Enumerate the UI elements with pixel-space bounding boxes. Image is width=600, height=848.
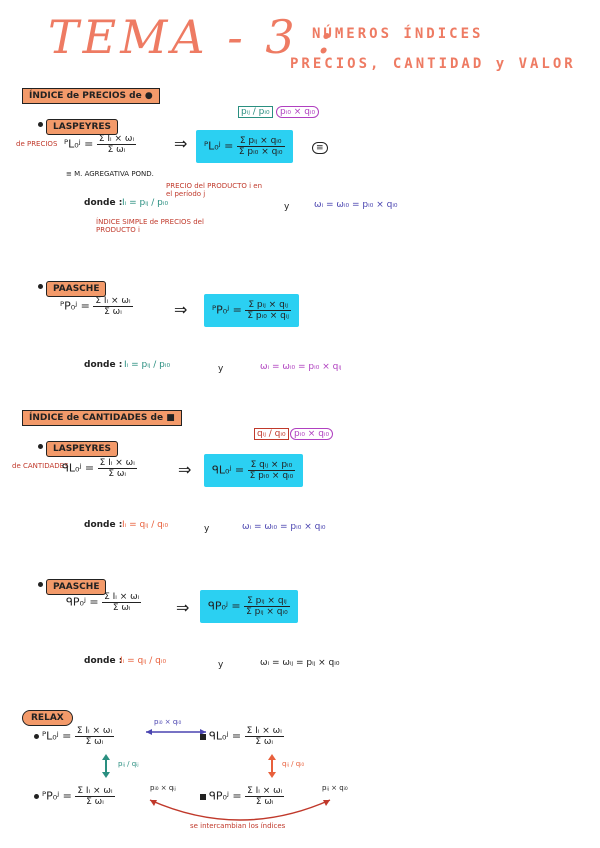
relations-left-arrow-label: pᵢⱼ / qᵢⱼ [118, 760, 139, 768]
laspeyres-precios-aside-top: pᵢⱼ / pᵢ₀ [238, 106, 273, 118]
formula-fraction: $\frac{\text{Σ Iᵢ × ωᵢ}}{\text{Σ ωᵢ}}$ [98, 134, 135, 155]
relations-top-left: ᴾL₀ʲ = $\frac{\text{Σ Iᵢ × ωᵢ}}{\text{Σ ωᵢ}}$ [34, 726, 114, 747]
laspeyres-precios-note-precio: PRECIO del PRODUCTO i en el período j [166, 182, 263, 198]
laspeyres-cantidades-y: y [204, 524, 210, 534]
laspeyres-cantidades-tag: LASPEYRES [46, 441, 118, 457]
laspeyres-cantidades-tag-wrap [38, 436, 118, 455]
laspeyres-cantidades-donde: donde : [84, 520, 123, 530]
paasche-precios-donde: donde : [84, 360, 123, 370]
paasche-cantidades-y: y [218, 660, 224, 670]
laspeyres-cantidades-formula: ᑫL₀ʲ = $\frac{\text{Σ Iᵢ × ωᵢ}}{\text{Σ ωᵢ}}$ [62, 458, 135, 479]
bullet-icon [38, 284, 43, 289]
laspeyres-precios-left-note: de PRECIOS [16, 140, 58, 148]
implies-arrow-icon: ⇒ [174, 134, 188, 153]
paasche-precios-tag: PAASCHE [46, 281, 106, 297]
paasche-precios-formula: ᴾP₀ʲ = $\frac{\text{Σ Iᵢ × ωᵢ}}{\text{Σ ωᵢ}}$ [60, 296, 131, 317]
laspeyres-precios-tag-wrap [38, 114, 118, 133]
paasche-precios-y: y [218, 364, 224, 374]
paasche-precios-donde-expr: Iᵢ = pᵢⱼ / pᵢ₀ [124, 360, 171, 370]
relations-bottom-left: ᴾP₀ʲ = $\frac{\text{Σ Iᵢ × ωᵢ}}{\text{Σ ωᵢ}}$ [34, 786, 115, 807]
paasche-cantidades-weights: ωᵢ = ωᵢⱼ = pᵢⱼ × qᵢ₀ [260, 658, 340, 668]
laspeyres-precios-aside-symbol: ≡ [312, 142, 328, 154]
paasche-cantidades-result-box: ᑫP₀ʲ = $\frac{\text{Σ pᵢⱼ × qᵢⱼ}}{\text{Σ pᵢⱼ × qᵢ₀}}$ [200, 590, 298, 623]
subtitle-line-1: NÚMEROS ÍNDICES [312, 26, 484, 42]
relations-bottom-left-note: pᵢ₀ × qᵢⱼ [150, 784, 176, 792]
bullet-icon [38, 122, 43, 127]
bullet-icon [34, 734, 39, 739]
section-title-cantidades: ÍNDICE de CANTIDADES de ■ [22, 410, 182, 426]
laspeyres-cantidades-left-note: de CANTIDADES [12, 462, 69, 470]
laspeyres-precios-note-indice: ÍNDICE SIMPLE de PRECIOS del PRODUCTO i [96, 218, 204, 234]
relations-footer: se intercambian los índices [190, 822, 286, 830]
paasche-precios-weights: ωᵢ = ωᵢ₀ = pᵢ₀ × qᵢⱼ [260, 362, 342, 372]
laspeyres-precios-formula [64, 134, 136, 155]
formula-lhs: ᴾL₀ʲ = [64, 137, 94, 151]
paasche-cantidades-formula: ᑫP₀ʲ = $\frac{\text{Σ Iᵢ × ωᵢ}}{\text{Σ ωᵢ}}$ [66, 592, 140, 613]
bullet-icon [34, 794, 39, 799]
bullet-icon [38, 582, 43, 587]
paasche-precios-result-box: ᴾP₀ʲ = $\frac{\text{Σ pᵢⱼ × qᵢⱼ}}{\text{Σ pᵢ₀ × qᵢⱼ}}$ [204, 294, 299, 327]
page-title: TEMA - 3 : [48, 10, 337, 64]
laspeyres-cantidades-donde-expr: Iᵢ = qᵢⱼ / qᵢ₀ [122, 520, 169, 530]
implies-arrow-icon: ⇒ [178, 460, 192, 479]
paasche-precios-tag-wrap [38, 276, 106, 295]
section-title-precios: ÍNDICE de PRECIOS de ● [22, 88, 160, 104]
subtitle-line-2: PRECIOS, CANTIDAD y VALOR [290, 56, 576, 72]
relations-top-right: ᑫL₀ʲ = $\frac{\text{Σ Iᵢ × ωᵢ}}{\text{Σ ωᵢ}}$ [200, 726, 284, 747]
relations-right-arrow-label: qᵢⱼ / qᵢ₀ [282, 760, 305, 768]
laspeyres-cantidades-aside-top: qᵢⱼ / qᵢ₀ [254, 428, 289, 440]
laspeyres-precios-y: y [284, 202, 290, 212]
implies-arrow-icon: ⇒ [174, 300, 188, 319]
laspeyres-precios-result-box: ᴾL₀ʲ = $\frac{\text{Σ pᵢⱼ × qᵢ₀}}{\text{Σ pᵢ₀ × qᵢ₀}}$ [196, 130, 293, 163]
laspeyres-precios-donde: donde : [84, 198, 123, 208]
paasche-cantidades-tag: PAASCHE [46, 579, 106, 595]
relations-top-arrow-label: pᵢ₀ × qᵢ₀ [154, 718, 182, 726]
implies-arrow-icon: ⇒ [176, 598, 190, 617]
laspeyres-precios-tag: LASPEYRES [46, 119, 118, 135]
paasche-cantidades-donde-expr: Iᵢ = qᵢⱼ / qᵢ₀ [120, 656, 167, 666]
relations-tag: RELAX [22, 710, 73, 726]
laspeyres-cantidades-weights: ωᵢ = ωᵢ₀ = pᵢ₀ × qᵢ₀ [242, 522, 326, 532]
relations-bottom-right-note: pᵢⱼ × qᵢ₀ [322, 784, 348, 792]
paasche-cantidades-donde: donde : [84, 656, 123, 666]
paasche-cantidades-tag-wrap [38, 574, 106, 593]
bullet-icon [38, 444, 43, 449]
laspeyres-precios-weights: ωᵢ = ωᵢ₀ = pᵢ₀ × qᵢ₀ [314, 200, 398, 210]
laspeyres-precios-donde-expr: Iᵢ = pᵢⱼ / pᵢ₀ [122, 198, 169, 208]
relations-bottom-right: ᑫP₀ʲ = $\frac{\text{Σ Iᵢ × ωᵢ}}{\text{Σ ωᵢ}}$ [200, 786, 284, 807]
square-icon [200, 794, 206, 800]
laspeyres-precios-under-note: ≡ M. AGREGATIVA POND. [66, 170, 154, 178]
laspeyres-precios-aside-circle: pᵢ₀ × qᵢ₀ [276, 106, 319, 118]
square-icon [200, 734, 206, 740]
laspeyres-cantidades-aside-circle: pᵢ₀ × qᵢ₀ [290, 428, 333, 440]
laspeyres-cantidades-result-box: ᑫL₀ʲ = $\frac{\text{Σ qᵢⱼ × pᵢ₀}}{\text{Σ pᵢ₀ × qᵢ₀}}$ [204, 454, 303, 487]
